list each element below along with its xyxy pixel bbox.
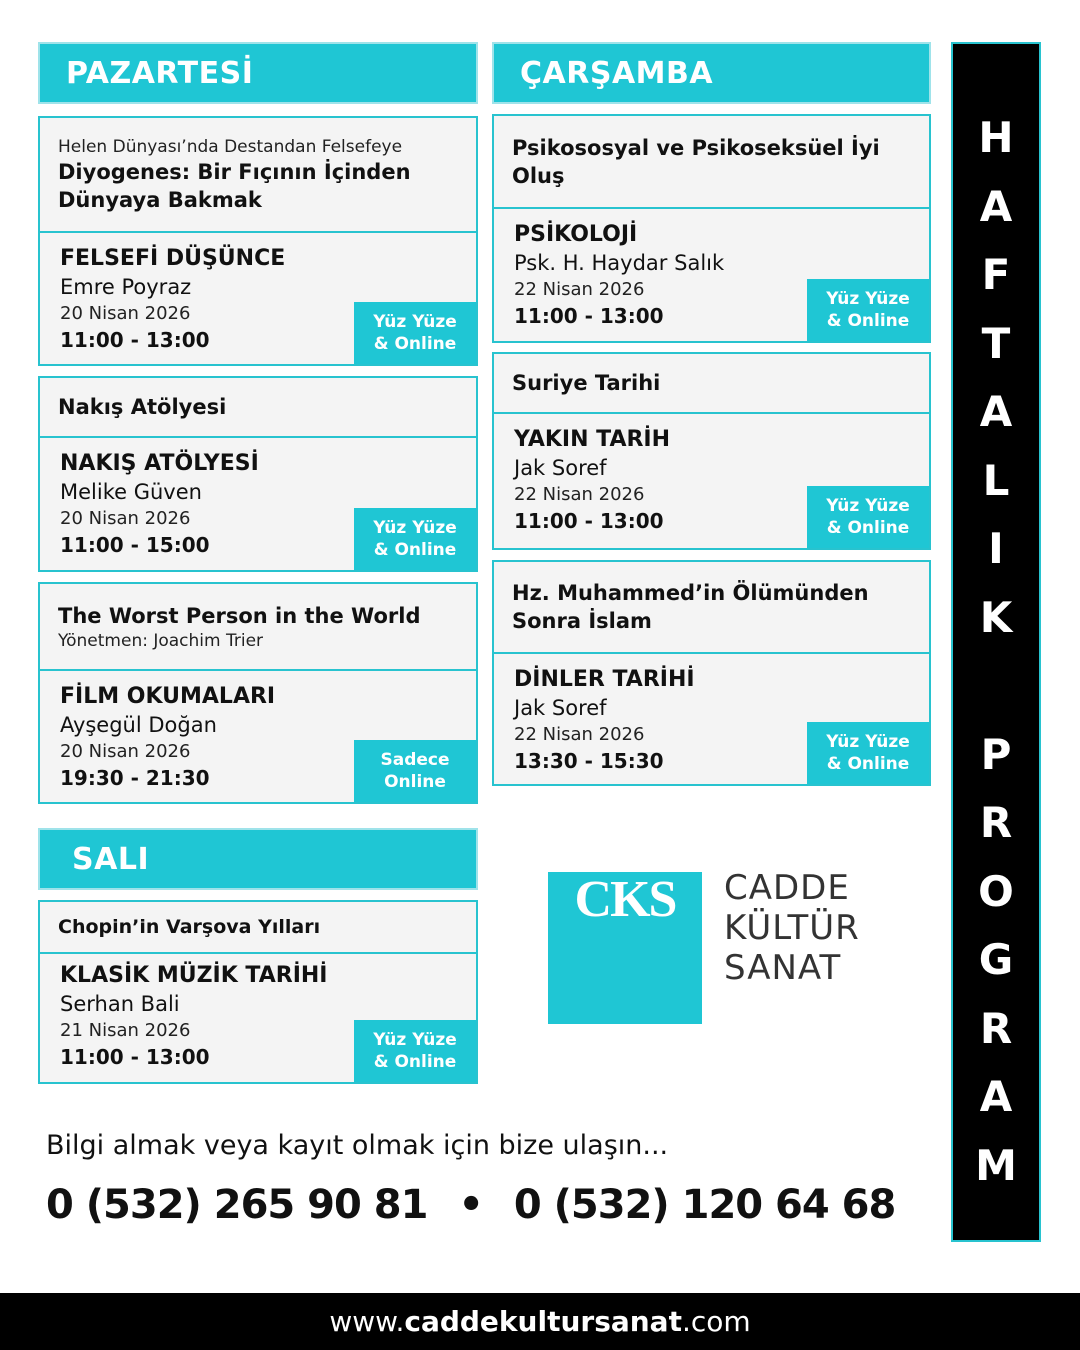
vertical-title-letter: O — [978, 866, 1014, 916]
logo-mark — [548, 872, 702, 1024]
course-date: 22 Nisan 2026 — [514, 279, 645, 300]
course-teacher: Serhan Bali — [60, 992, 180, 1016]
course-date: 20 Nisan 2026 — [60, 303, 191, 324]
vertical-title-letter: R — [979, 1003, 1013, 1053]
website-link[interactable]: www.caddekultursanat.com — [329, 1305, 751, 1338]
vertical-title-letter: F — [981, 250, 1011, 299]
vertical-title-letter: P — [980, 729, 1012, 779]
course-card-dinler-tarihi[interactable] — [492, 560, 931, 786]
vertical-title-letter: L — [982, 455, 1010, 505]
vertical-title-letter: I — [988, 524, 1004, 573]
course-subtitle: Yönetmen: Joachim Trier — [58, 630, 264, 651]
course-time: 19:30 - 21:30 — [60, 766, 210, 790]
day-header-monday — [38, 42, 478, 104]
day-label: PAZARTESİ — [66, 55, 254, 91]
mode-badge: Yüz Yüze & Online — [354, 1020, 476, 1082]
course-time: 11:00 - 13:00 — [514, 509, 664, 533]
course-card-film[interactable] — [38, 582, 478, 804]
course-card-yakin-tarih[interactable] — [492, 352, 931, 550]
course-date: 22 Nisan 2026 — [514, 724, 645, 745]
course-category: FELSEFİ DÜŞÜNCE — [60, 246, 286, 271]
logo-line: KÜLTÜR — [724, 908, 860, 948]
footer — [0, 1293, 1080, 1350]
mode-badge: Yüz Yüze & Online — [807, 722, 929, 784]
mode-badge: Yüz Yüze & Online — [807, 486, 929, 548]
course-category: DİNLER TARİHİ — [514, 667, 695, 692]
day-header-tuesday — [38, 828, 478, 890]
course-teacher: Jak Soref — [514, 456, 607, 480]
course-card-felsefe[interactable] — [38, 116, 478, 366]
day-label: SALI — [72, 841, 150, 877]
course-category: PSİKOLOJİ — [514, 222, 638, 247]
contact-prompt: Bilgi almak veya kayıt olmak için bize ulaşın... — [46, 1130, 669, 1161]
course-teacher: Melike Güven — [60, 480, 202, 504]
logo-mark-text: CKS — [574, 871, 676, 928]
course-subtitle: Helen Dünyası’nda Destandan Felsefeye — [58, 136, 403, 157]
course-title: Suriye Tarihi — [512, 371, 661, 395]
course-date: 22 Nisan 2026 — [514, 484, 645, 505]
vertical-title-letter: R — [979, 798, 1013, 847]
vertical-title-letter: M — [975, 1140, 1017, 1190]
vertical-title-letter: G — [978, 935, 1014, 984]
vertical-title-letter: T — [981, 318, 1011, 368]
phone-separator: • — [458, 1182, 483, 1228]
phone-number[interactable]: 0 (532) 120 64 68 — [513, 1182, 896, 1228]
vertical-title-letter: H — [978, 113, 1014, 162]
course-card-psikoloji[interactable] — [492, 114, 931, 343]
mode-badge: Yüz Yüze & Online — [807, 279, 929, 341]
day-header-wednesday — [492, 42, 931, 104]
vertical-title-letter: A — [979, 387, 1013, 436]
contact-phones — [46, 1182, 895, 1228]
mode-badge: Yüz Yüze & Online — [354, 508, 476, 570]
day-label: ÇARŞAMBA — [520, 55, 714, 91]
course-category: YAKIN TARİH — [514, 427, 671, 452]
course-title: Nakış Atölyesi — [58, 395, 227, 419]
course-title: Hz. Muhammed’in Ölümünden Sonra İslam — [512, 581, 869, 633]
vertical-title-letter: K — [979, 592, 1013, 642]
course-title: Diyogenes: Bir Fıçının İçinden Dünyaya Bakmak — [58, 159, 411, 212]
course-card-muzik[interactable] — [38, 900, 478, 1084]
logo-line: CADDE — [724, 868, 850, 908]
course-category: NAKIŞ ATÖLYESİ — [60, 451, 259, 476]
course-date: 21 Nisan 2026 — [60, 1020, 191, 1041]
course-time: 11:00 - 15:00 — [60, 533, 210, 557]
course-time: 11:00 - 13:00 — [60, 1045, 210, 1069]
vertical-title-letter: A — [979, 1072, 1013, 1121]
logo — [548, 868, 878, 1028]
course-date: 20 Nisan 2026 — [60, 508, 191, 529]
logo-line: SANAT — [724, 948, 842, 988]
course-card-nakis[interactable] — [38, 376, 478, 572]
vertical-title-letter: A — [979, 181, 1013, 231]
course-title: Psikososyal ve Psikoseksüel İyi Oluş — [512, 135, 880, 188]
phone-number[interactable]: 0 (532) 265 90 81 — [46, 1182, 428, 1228]
course-teacher: Emre Poyraz — [60, 275, 192, 299]
course-title: Chopin’in Varşova Yılları — [58, 916, 321, 938]
course-time: 11:00 - 13:00 — [60, 328, 210, 352]
course-time: 11:00 - 13:00 — [514, 304, 664, 328]
vertical-title — [951, 42, 1041, 1242]
course-category: FİLM OKUMALARI — [60, 684, 276, 709]
course-category: KLASİK MÜZİK TARİHİ — [60, 963, 328, 988]
course-teacher: Ayşegül Doğan — [60, 713, 217, 737]
course-title: The Worst Person in the World — [58, 603, 421, 628]
course-date: 20 Nisan 2026 — [60, 741, 191, 762]
course-teacher: Jak Soref — [514, 696, 607, 720]
mode-badge: Yüz Yüze & Online — [354, 302, 476, 364]
course-teacher: Psk. H. Haydar Salık — [514, 251, 725, 275]
course-time: 13:30 - 15:30 — [514, 749, 664, 773]
mode-badge: Sadece Online — [354, 740, 476, 802]
